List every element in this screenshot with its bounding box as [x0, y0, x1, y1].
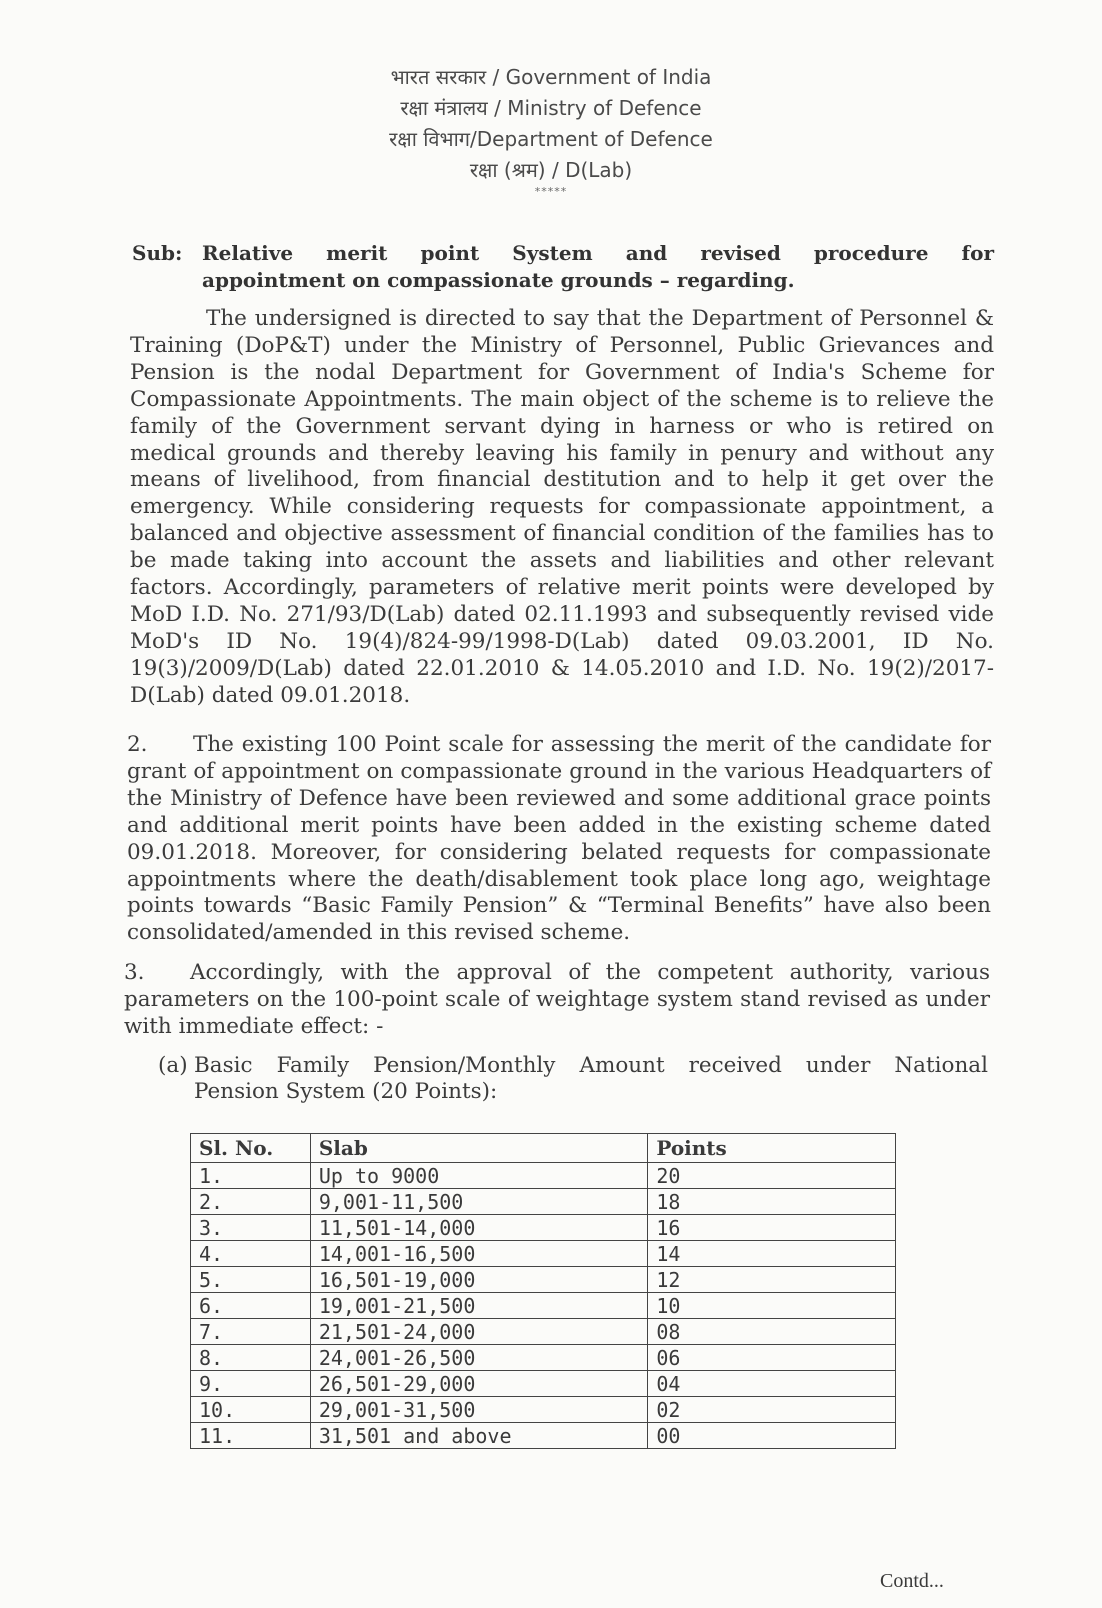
subject-label: Sub: — [132, 241, 183, 265]
table-row — [191, 1371, 896, 1397]
table-row — [191, 1319, 896, 1345]
cell-slab: 19,001-21,500 — [310, 1293, 647, 1319]
cell-sl-no: 3. — [191, 1215, 311, 1241]
cell-points: 08 — [648, 1319, 896, 1345]
header-department: रक्षा विभाग/Department of Defence — [389, 127, 713, 151]
subject-line-2: appointment on compassionate grounds – regarding. — [202, 268, 795, 292]
cell-points: 02 — [648, 1397, 896, 1423]
paragraph-3-text: Accordingly, with the approval of the competent authority, various parameters on the 100-point scale of weightage system stand revised as under with immediate effect: - — [124, 960, 990, 1039]
table-header-row — [191, 1134, 896, 1163]
table-row — [191, 1241, 896, 1267]
cell-sl-no: 8. — [191, 1345, 311, 1371]
table-row — [191, 1397, 896, 1423]
cell-points: 04 — [648, 1371, 896, 1397]
table-row — [191, 1423, 896, 1449]
table-body — [191, 1163, 896, 1449]
cell-slab: 14,001-16,500 — [310, 1241, 647, 1267]
table-row — [191, 1267, 896, 1293]
cell-points: 18 — [648, 1189, 896, 1215]
item-a-line-1: Basic Family Pension/Monthly Amount received under National — [194, 1053, 988, 1078]
cell-sl-no: 7. — [191, 1319, 311, 1345]
cell-points: 14 — [648, 1241, 896, 1267]
table-header-points: Points — [648, 1134, 896, 1163]
cell-points: 12 — [648, 1267, 896, 1293]
cell-slab: 11,501-14,000 — [310, 1215, 647, 1241]
cell-points: 00 — [648, 1423, 896, 1449]
cell-points: 20 — [648, 1163, 896, 1189]
letterhead — [0, 62, 1102, 198]
cell-sl-no: 9. — [191, 1371, 311, 1397]
table-header-sl-no: Sl. No. — [191, 1134, 311, 1163]
table-row — [191, 1215, 896, 1241]
cell-slab: Up to 9000 — [310, 1163, 647, 1189]
item-a-label: (a) — [158, 1053, 188, 1078]
subject-line-1: Relative merit point System and revised procedure for — [202, 241, 994, 265]
cell-points: 10 — [648, 1293, 896, 1319]
cell-slab: 24,001-26,500 — [310, 1345, 647, 1371]
subject-block — [132, 240, 994, 294]
cell-sl-no: 1. — [191, 1163, 311, 1189]
header-stars: ***** — [534, 185, 568, 198]
cell-sl-no: 5. — [191, 1267, 311, 1293]
paragraph-3-number: 3. — [124, 960, 145, 985]
item-a-line-2: Pension System (20 Points): — [194, 1079, 498, 1104]
cell-slab: 9,001-11,500 — [310, 1189, 647, 1215]
table-row — [191, 1189, 896, 1215]
cell-sl-no: 10. — [191, 1397, 311, 1423]
table-row — [191, 1293, 896, 1319]
cell-sl-no: 2. — [191, 1189, 311, 1215]
header-section: रक्षा (श्रम) / D(Lab) — [469, 158, 633, 182]
cell-slab: 16,501-19,000 — [310, 1267, 647, 1293]
pension-slab-table — [190, 1133, 896, 1449]
continued-note: Contd... — [880, 1570, 944, 1592]
cell-points: 16 — [648, 1215, 896, 1241]
paragraph-3 — [124, 960, 990, 1041]
item-a — [158, 1053, 988, 1105]
cell-sl-no: 11. — [191, 1423, 311, 1449]
table-row — [191, 1345, 896, 1371]
cell-points: 06 — [648, 1345, 896, 1371]
paragraph-2-number: 2. — [127, 732, 148, 757]
paragraph-2 — [127, 732, 991, 947]
cell-slab: 29,001-31,500 — [310, 1397, 647, 1423]
cell-slab: 21,501-24,000 — [310, 1319, 647, 1345]
paragraph-1: The undersigned is directed to say that the Department of Personnel & Training (DoP&T) under the Ministry of Personnel, Public Grievances and Pension is the nodal Department for Government of India's Scheme for Compassionate Appointments. The main object of the scheme is to relieve the family of the Government servant dying in harness or who is retired on medical grounds and thereby leaving his family in penury and without any means of livelihood, from financial destitution and to help it get over the emergency. While considering requests for compassionate appointment, a balanced and objective assessment of financial condition of the families has to be made taking into account the assets and liabilities and other relevant factors. Accordingly, parameters of relative merit points were developed by MoD I.D. No. 271/93/D(Lab) dated 02.11.1993 and subsequently revised vide MoD's ID No. 19(4)/824-99/1998-D(Lab) dated 09.03.2001, ID No. 19(3)/2009/D(Lab) dated 22.01.2010 & 14.05.2010 and I.D. No. 19(2)/2017-D(Lab) dated 09.01.2018. — [130, 306, 994, 708]
cell-slab: 26,501-29,000 — [310, 1371, 647, 1397]
cell-sl-no: 6. — [191, 1293, 311, 1319]
cell-sl-no: 4. — [191, 1241, 311, 1267]
header-government: भारत सरकार / Government of India — [390, 65, 712, 89]
header-ministry: रक्षा मंत्रालय / Ministry of Defence — [400, 96, 702, 120]
paragraph-2-text: The existing 100 Point scale for assessing the merit of the candidate for grant of appointment on compassionate ground in the various Headquarters of the Ministry of Defence have been reviewed and some additional grace points and additional merit points have been added in the existing scheme dated 09.01.2018. Moreover, for considering belated requests for compassionate appointments where the death/disablement took place long ago, weightage points towards “Basic Family Pension” & “Terminal Benefits” have also been consolidated/amended in this revised scheme. — [127, 732, 991, 946]
cell-slab: 31,501 and above — [310, 1423, 647, 1449]
table-header-slab: Slab — [310, 1134, 647, 1163]
table-row — [191, 1163, 896, 1189]
